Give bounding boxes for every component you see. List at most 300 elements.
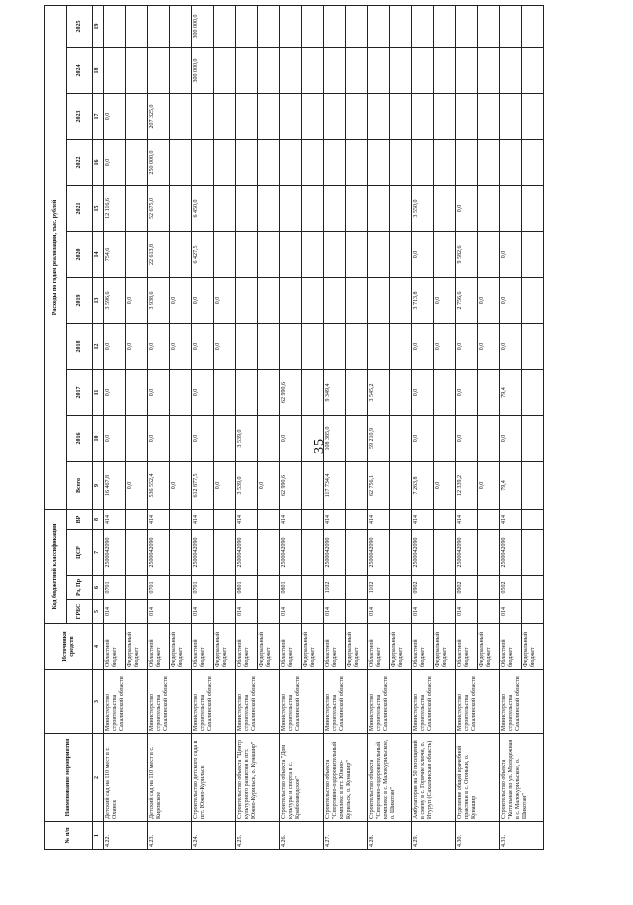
code-vr: 414: [192, 509, 214, 529]
code-grbs: [302, 600, 324, 624]
header-year: 2025: [67, 5, 93, 47]
code-vr: [522, 509, 544, 529]
amount-year: [434, 139, 456, 185]
amount-year: [302, 323, 324, 369]
table-row: [412, 5, 434, 849]
amount-year: [170, 5, 192, 47]
amount-year: [302, 415, 324, 461]
amount-total: 62 756,1: [368, 461, 390, 509]
code-csr: [522, 530, 544, 576]
amount-total: 117 734,4: [324, 461, 346, 509]
amount-year: [258, 47, 280, 93]
code-vr: 414: [236, 509, 258, 529]
amount-year: [104, 47, 126, 93]
amount-year: [500, 47, 522, 93]
column-number: 8: [93, 509, 104, 529]
header-year: 2020: [67, 231, 93, 277]
amount-year: [214, 93, 236, 139]
column-number: 3: [93, 670, 104, 734]
amount-year: 754,6: [104, 231, 126, 277]
code-rzpr: [346, 576, 368, 600]
amount-year: 3 539,0: [236, 415, 258, 461]
code-csr: [346, 530, 368, 576]
amount-year: [522, 93, 544, 139]
funding-source: Областной бюджет: [500, 624, 522, 670]
column-number: 5: [93, 600, 104, 624]
code-vr: [258, 509, 280, 529]
header-rzpr: Рз, Пр: [67, 576, 93, 600]
code-csr: 2500042090: [104, 530, 126, 576]
amount-year: 0,0: [412, 323, 434, 369]
code-rzpr: [126, 576, 148, 600]
code-rzpr: 0701: [104, 576, 126, 600]
measure-name: Строительство объекта "Дом культуры и спорта в с. Крабозаводское": [280, 734, 324, 822]
amount-total: 7 263,8: [412, 461, 434, 509]
amount-year: 0,0: [148, 323, 170, 369]
code-rzpr: [214, 576, 236, 600]
amount-total: 62 990,6: [280, 461, 302, 509]
amount-year: [104, 5, 126, 47]
amount-year: [522, 185, 544, 231]
header-name: Наименование мероприятия: [45, 734, 93, 822]
amount-year: [478, 5, 500, 47]
table-row: [192, 5, 214, 849]
amount-year: 6 450,0: [192, 185, 214, 231]
funding-source: Областной бюджет: [456, 624, 478, 670]
amount-year: [434, 231, 456, 277]
amount-year: [412, 47, 434, 93]
amount-total: 79,4: [500, 461, 522, 509]
amount-year: [236, 185, 258, 231]
amount-year: [280, 139, 302, 185]
amount-year: [324, 5, 346, 47]
amount-year: 0,0: [192, 415, 214, 461]
funding-source: Федеральный бюджет: [390, 624, 412, 670]
amount-year: [434, 369, 456, 415]
amount-year: 3 545,2: [368, 369, 390, 415]
funding-source: Федеральный бюджет: [302, 624, 324, 670]
funding-source: Федеральный бюджет: [126, 624, 148, 670]
code-vr: 414: [456, 509, 478, 529]
funding-source: Областной бюджет: [368, 624, 390, 670]
amount-year: [148, 5, 170, 47]
column-number: 18: [93, 47, 104, 93]
amount-year: [390, 185, 412, 231]
amount-total: 0,0: [434, 461, 456, 509]
amount-total: 0,0: [126, 461, 148, 509]
amount-year: 0,0: [104, 139, 126, 185]
column-number: 15: [93, 185, 104, 231]
code-csr: 2500042090: [192, 530, 214, 576]
amount-year: [522, 277, 544, 323]
measure-name: Отделение общей врачебной практики в с. Огоньки, о. Кунашир: [456, 734, 500, 822]
amount-year: [126, 185, 148, 231]
amount-year: [478, 139, 500, 185]
funding-source: Областной бюджет: [236, 624, 258, 670]
amount-year: [126, 93, 148, 139]
amount-year: [500, 5, 522, 47]
executor: Министерство строительства Сахалинской области: [412, 670, 456, 734]
header-year: 2019: [67, 277, 93, 323]
measure-name: Строительство объекта "Центр культурного развития в пгт. Южно-Курильск, о. Кунашир": [236, 734, 280, 822]
amount-year: [236, 93, 258, 139]
code-csr: [390, 530, 412, 576]
column-number: 6: [93, 576, 104, 600]
code-grbs: 014: [456, 600, 478, 624]
header-year: 2017: [67, 369, 93, 415]
amount-year: 3 713,8: [412, 277, 434, 323]
amount-year: [522, 47, 544, 93]
amount-year: 12 116,6: [104, 185, 126, 231]
executor: Министерство строительства Сахалинской области: [324, 670, 368, 734]
code-grbs: 014: [412, 600, 434, 624]
amount-year: 0,0: [434, 323, 456, 369]
table-row: [368, 5, 390, 849]
amount-year: [478, 93, 500, 139]
funding-source: Федеральный бюджет: [214, 624, 236, 670]
code-grbs: 014: [368, 600, 390, 624]
executor: Министерство строительства Сахалинской области: [104, 670, 148, 734]
amount-year: [346, 185, 368, 231]
amount-total: 612 877,5: [192, 461, 214, 509]
amount-year: [170, 369, 192, 415]
code-vr: 414: [324, 509, 346, 529]
amount-year: [170, 93, 192, 139]
amount-year: [214, 231, 236, 277]
header-vr: ВР: [67, 509, 93, 529]
executor: Министерство строительства Сахалинской области: [192, 670, 236, 734]
code-rzpr: [258, 576, 280, 600]
funding-source: Областной бюджет: [104, 624, 126, 670]
code-csr: [434, 530, 456, 576]
amount-year: [302, 47, 324, 93]
amount-year: [500, 185, 522, 231]
amount-year: [324, 277, 346, 323]
amount-year: [522, 231, 544, 277]
amount-year: [390, 277, 412, 323]
code-csr: 2500042090: [456, 530, 478, 576]
amount-year: 0,0: [148, 369, 170, 415]
code-rzpr: [522, 576, 544, 600]
column-number: 2: [93, 734, 104, 822]
amount-year: 0,0: [104, 93, 126, 139]
column-number: 19: [93, 5, 104, 47]
code-grbs: 014: [104, 600, 126, 624]
measure-name: Строительство детского сада в пгт. Южно-Курильск: [192, 734, 236, 822]
amount-year: [258, 231, 280, 277]
code-vr: [390, 509, 412, 529]
row-number: 4.29.: [412, 822, 456, 850]
code-vr: [346, 509, 368, 529]
amount-year: [126, 47, 148, 93]
amount-year: [170, 47, 192, 93]
amount-year: [390, 323, 412, 369]
table-row: [324, 5, 346, 849]
amount-year: 59 210,9: [368, 415, 390, 461]
amount-year: 0,0: [192, 323, 214, 369]
row-number: 4.23.: [148, 822, 192, 850]
amount-total: 0,0: [258, 461, 280, 509]
amount-year: 0,0: [456, 323, 478, 369]
measure-name: Строительство объекта "Спортивно-оздоровительный комплекс в с. Малокурильское, о. Шикотан": [368, 734, 412, 822]
amount-year: 0,0: [456, 415, 478, 461]
amount-year: [302, 139, 324, 185]
amount-year: [522, 139, 544, 185]
column-number: 11: [93, 369, 104, 415]
amount-year: [170, 231, 192, 277]
measure-name: Строительство объекта "Спортивно-оздоровительный комплекс в пгт. Южно-Курильск, о. Кунашир": [324, 734, 368, 822]
amount-total: 0,0: [478, 461, 500, 509]
amount-year: 0,0: [104, 323, 126, 369]
amount-year: 0,0: [500, 415, 522, 461]
row-number: 4.25.: [236, 822, 280, 850]
column-number: 9: [93, 461, 104, 509]
table-row: [104, 5, 126, 849]
amount-year: [368, 185, 390, 231]
amount-year: [368, 323, 390, 369]
code-grbs: 014: [148, 600, 170, 624]
funding-source: Федеральный бюджет: [478, 624, 500, 670]
amount-year: 0,0: [456, 185, 478, 231]
code-grbs: 014: [192, 600, 214, 624]
amount-year: [302, 277, 324, 323]
amount-year: 0,0: [126, 277, 148, 323]
code-grbs: 014: [500, 600, 522, 624]
amount-year: [236, 369, 258, 415]
amount-year: [478, 185, 500, 231]
amount-year: 207 325,0: [148, 93, 170, 139]
amount-year: [346, 369, 368, 415]
amount-year: [280, 231, 302, 277]
header-num: № п/п: [45, 822, 93, 850]
amount-year: [456, 47, 478, 93]
amount-year: [126, 415, 148, 461]
amount-year: [324, 231, 346, 277]
amount-year: 300 000,0: [192, 47, 214, 93]
code-vr: 414: [500, 509, 522, 529]
executor: Министерство строительства Сахалинской области: [500, 670, 544, 734]
amount-year: [192, 139, 214, 185]
amount-year: [324, 139, 346, 185]
column-number: 16: [93, 139, 104, 185]
amount-year: 3 938,6: [148, 277, 170, 323]
header-year: 2018: [67, 323, 93, 369]
amount-year: [192, 93, 214, 139]
code-vr: 414: [412, 509, 434, 529]
amount-total: 536 552,4: [148, 461, 170, 509]
row-number: 4.30.: [456, 822, 500, 850]
amount-year: 0,0: [104, 369, 126, 415]
amount-year: 0,0: [104, 415, 126, 461]
amount-year: [258, 5, 280, 47]
code-vr: [434, 509, 456, 529]
amount-year: [346, 93, 368, 139]
amount-year: 52 675,0: [148, 185, 170, 231]
amount-year: [368, 47, 390, 93]
amount-year: [214, 369, 236, 415]
amount-year: 250 000,0: [148, 139, 170, 185]
header-csr: ЦСР: [67, 530, 93, 576]
column-number: 10: [93, 415, 104, 461]
amount-year: [258, 369, 280, 415]
amount-year: [258, 93, 280, 139]
code-rzpr: [390, 576, 412, 600]
amount-year: [236, 231, 258, 277]
funding-source: Федеральный бюджет: [258, 624, 280, 670]
code-grbs: [126, 600, 148, 624]
code-vr: [170, 509, 192, 529]
amount-year: 0,0: [456, 369, 478, 415]
row-number: 4.24.: [192, 822, 236, 850]
amount-total: [522, 461, 544, 509]
row-number: 4.26.: [280, 822, 324, 850]
document-table-wrapper: [44, 10, 584, 850]
amount-year: [280, 277, 302, 323]
table-row: [456, 5, 478, 849]
amount-year: 6 427,5: [192, 231, 214, 277]
code-csr: 2500042090: [412, 530, 434, 576]
amount-year: [478, 231, 500, 277]
amount-year: 0,0: [500, 323, 522, 369]
code-rzpr: 0902: [412, 576, 434, 600]
code-rzpr: 1102: [324, 576, 346, 600]
amount-year: 300 000,0: [192, 5, 214, 47]
amount-year: [346, 415, 368, 461]
amount-year: [346, 277, 368, 323]
executor: Министерство строительства Сахалинской области: [280, 670, 324, 734]
amount-year: [412, 139, 434, 185]
executor: Министерство строительства Сахалинской области: [368, 670, 412, 734]
amount-year: [280, 47, 302, 93]
funding-source: Областной бюджет: [148, 624, 170, 670]
funding-source: Областной бюджет: [324, 624, 346, 670]
amount-year: 0,0: [478, 277, 500, 323]
amount-year: [324, 323, 346, 369]
code-csr: 2500042090: [324, 530, 346, 576]
code-vr: [126, 509, 148, 529]
amount-year: 3 550,0: [412, 185, 434, 231]
amount-year: [390, 47, 412, 93]
table-row: [236, 5, 258, 849]
amount-year: [368, 5, 390, 47]
row-number: 4.27.: [324, 822, 368, 850]
column-number: 1: [93, 822, 104, 850]
code-csr: [258, 530, 280, 576]
code-csr: 2500042090: [236, 530, 258, 576]
code-rzpr: [302, 576, 324, 600]
amount-year: [126, 5, 148, 47]
amount-year: [412, 5, 434, 47]
executor: Министерство строительства Сахалинской области: [148, 670, 192, 734]
code-vr: 414: [368, 509, 390, 529]
code-rzpr: 0801: [236, 576, 258, 600]
amount-year: 22 613,8: [148, 231, 170, 277]
amount-year: [324, 93, 346, 139]
amount-year: [324, 47, 346, 93]
header-year: 2023: [67, 93, 93, 139]
amount-total: [302, 461, 324, 509]
amount-year: 0,0: [170, 277, 192, 323]
amount-total: 0,0: [170, 461, 192, 509]
amount-year: 0,0: [434, 277, 456, 323]
code-vr: [302, 509, 324, 529]
amount-year: [390, 139, 412, 185]
amount-year: [456, 93, 478, 139]
amount-year: [148, 47, 170, 93]
amount-year: [236, 5, 258, 47]
funding-source: Федеральный бюджет: [346, 624, 368, 670]
column-number: 13: [93, 277, 104, 323]
header-total: Всего: [67, 461, 93, 509]
code-grbs: [258, 600, 280, 624]
page-number: 35: [312, 438, 327, 454]
funding-source: Областной бюджет: [412, 624, 434, 670]
amount-year: [346, 139, 368, 185]
amount-total: 3 539,0: [236, 461, 258, 509]
column-number: 14: [93, 231, 104, 277]
amount-year: [302, 231, 324, 277]
measure-name: Детский сад на 110 мест в с. Кировское: [148, 734, 192, 822]
code-csr: 2500042090: [368, 530, 390, 576]
column-number: 7: [93, 530, 104, 576]
amount-year: [236, 323, 258, 369]
code-csr: [478, 530, 500, 576]
header-year: 2024: [67, 47, 93, 93]
code-csr: [170, 530, 192, 576]
amount-year: [170, 185, 192, 231]
amount-year: 0,0: [280, 415, 302, 461]
amount-year: [346, 323, 368, 369]
column-number: 17: [93, 93, 104, 139]
executor: Министерство строительства Сахалинской области: [456, 670, 500, 734]
amount-year: 0,0: [500, 277, 522, 323]
amount-year: 0,0: [192, 369, 214, 415]
measure-name: Строительство объекта "Котельная по ул. Молодежная в с. Малокурильское, о. Шикотан": [500, 734, 544, 822]
amount-year: 108 385,0: [324, 415, 346, 461]
amount-year: 0,0: [214, 323, 236, 369]
amount-total: 16 467,8: [104, 461, 126, 509]
table-body: [93, 5, 544, 849]
code-grbs: 014: [280, 600, 302, 624]
amount-year: [434, 47, 456, 93]
amount-year: 0,0: [412, 415, 434, 461]
code-rzpr: 0902: [456, 576, 478, 600]
amount-year: [280, 323, 302, 369]
amount-year: [302, 369, 324, 415]
amount-year: [258, 185, 280, 231]
amount-year: [522, 5, 544, 47]
amount-year: [390, 415, 412, 461]
amount-year: 79,4: [500, 369, 522, 415]
amount-year: 0,0: [412, 231, 434, 277]
code-rzpr: 0701: [148, 576, 170, 600]
column-number: 4: [93, 624, 104, 670]
amount-year: 0,0: [478, 323, 500, 369]
code-rzpr: 1102: [368, 576, 390, 600]
measure-name: Амбулатория на 50 посещений в смену в с. Горячие ключи, о. Итуруп (Сахалинская область): [412, 734, 456, 822]
code-rzpr: 0701: [192, 576, 214, 600]
amount-year: [302, 93, 324, 139]
amount-year: 0,0: [192, 277, 214, 323]
code-rzpr: 0502: [500, 576, 522, 600]
column-number: 12: [93, 323, 104, 369]
amount-year: 9 349,4: [324, 369, 346, 415]
amount-total: [390, 461, 412, 509]
code-grbs: [346, 600, 368, 624]
amount-year: 3 596,6: [104, 277, 126, 323]
funding-source: Областной бюджет: [192, 624, 214, 670]
amount-year: 0,0: [500, 231, 522, 277]
